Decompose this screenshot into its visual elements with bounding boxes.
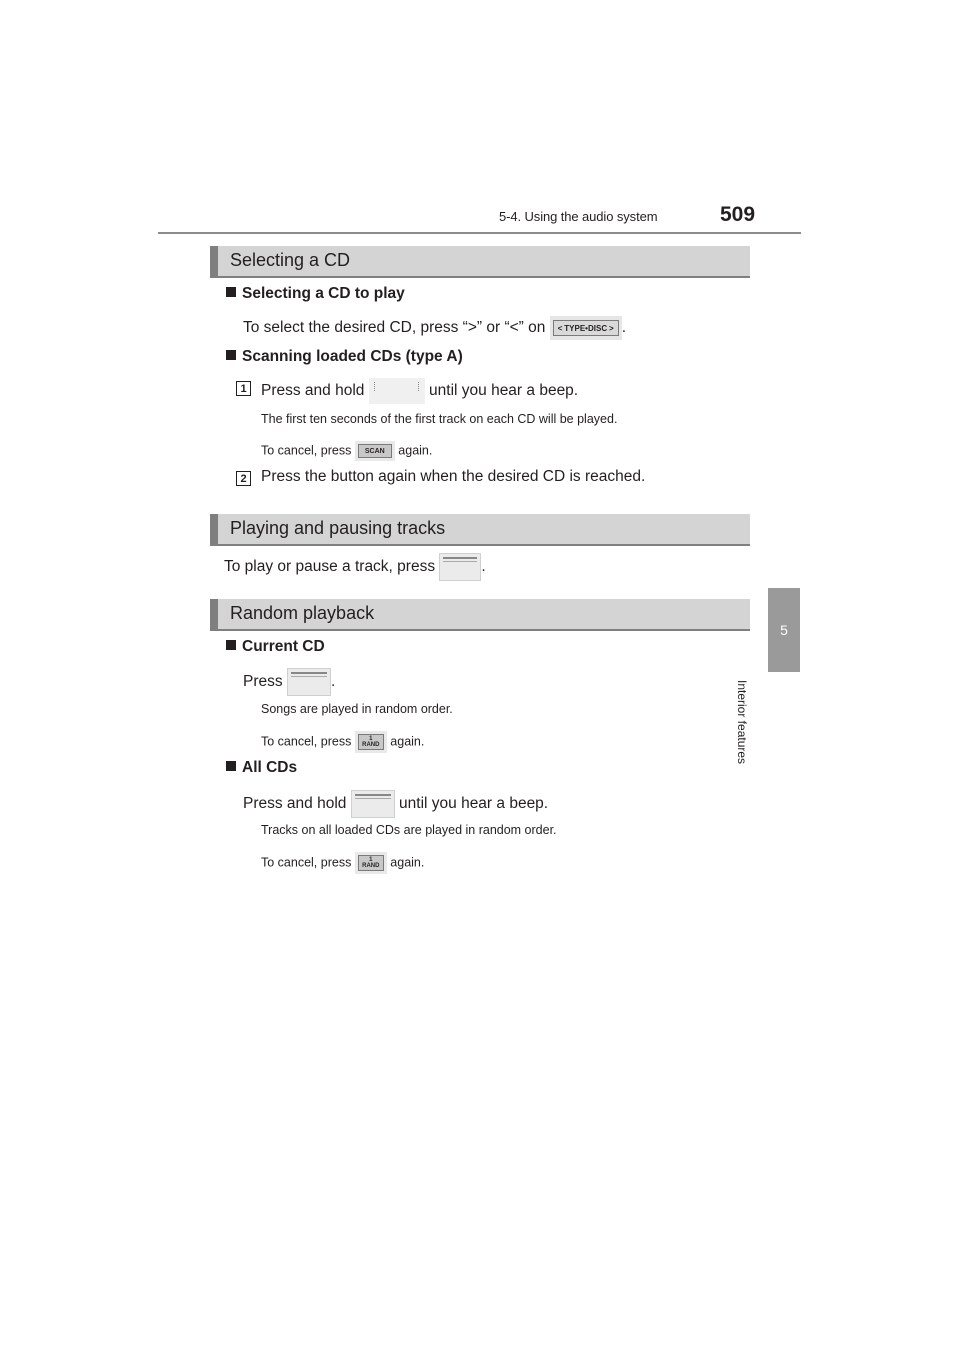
section-header-playing-pausing xyxy=(210,514,750,544)
section-title: Random playback xyxy=(230,603,375,623)
section-title: Playing and pausing tracks xyxy=(230,518,446,538)
chevron-right-icon: > xyxy=(609,323,614,333)
step-number-2: 2 xyxy=(236,471,251,486)
scan-button-image xyxy=(369,378,425,404)
paragraph-end: . xyxy=(330,673,336,691)
scan-button xyxy=(355,441,395,461)
note-cancel-scan xyxy=(261,441,432,461)
paragraph-end: . xyxy=(621,319,626,337)
rand-button xyxy=(355,852,387,874)
section-header-selecting-cd xyxy=(210,246,750,276)
chapter-tab-label xyxy=(734,680,804,790)
step-text-end: until you hear a beep. xyxy=(429,382,579,400)
page-number: 509 xyxy=(720,203,756,226)
paragraph-play-pause xyxy=(224,553,486,581)
note-first-ten-seconds: The first ten seconds of the first track on each CD will be played. xyxy=(261,412,618,426)
chevron-left-icon: < xyxy=(557,323,563,333)
square-bullet-icon xyxy=(226,287,236,297)
paragraph-text: Press xyxy=(243,673,283,691)
play-pause-button-image xyxy=(439,553,481,581)
note-text: To cancel, press xyxy=(261,443,352,458)
square-bullet-icon xyxy=(226,761,236,771)
step-1-text xyxy=(261,378,578,404)
header-rule xyxy=(158,232,801,234)
note-text: To cancel, press xyxy=(261,734,352,749)
step-number-1: 1 xyxy=(236,381,251,396)
random-button-image xyxy=(287,668,331,696)
random-all-button-image xyxy=(351,790,395,818)
chapter-tab xyxy=(768,588,800,672)
bullet-all-cds xyxy=(226,759,297,777)
paragraph-end: until you hear a beep. xyxy=(399,795,549,813)
rand-number: 1 xyxy=(369,857,373,863)
rand-label: RAND xyxy=(362,742,380,748)
chapter-number: 5 xyxy=(780,622,788,638)
square-bullet-icon xyxy=(226,350,236,360)
step-text: Press and hold xyxy=(261,382,365,400)
bullet-label: Scanning loaded CDs (type A) xyxy=(242,348,463,365)
note-text-end: again. xyxy=(390,734,425,749)
section-header-random-playback xyxy=(210,599,750,629)
note-text-end: again. xyxy=(390,855,425,870)
note-text-end: again. xyxy=(398,443,433,458)
bullet-scanning-cds xyxy=(226,348,463,366)
square-bullet-icon xyxy=(226,640,236,650)
paragraph-text: To select the desired CD, press “>” or “<” on xyxy=(243,319,546,337)
rand-number: 1 xyxy=(369,736,373,742)
note-cancel-random-2 xyxy=(261,852,424,874)
bullet-label: All CDs xyxy=(242,759,298,776)
bullet-label: Selecting a CD to play xyxy=(242,285,405,302)
button-label: SCAN xyxy=(358,444,392,458)
paragraph-end: . xyxy=(481,558,486,576)
bullet-current-cd xyxy=(226,638,325,656)
type-disc-button xyxy=(550,316,622,340)
paragraph-text: Press and hold xyxy=(243,795,347,813)
bullet-selecting-cd-to-play xyxy=(226,285,405,303)
chapter-title: Interior features xyxy=(734,680,749,765)
note-text: To cancel, press xyxy=(261,855,352,870)
paragraph-select-cd xyxy=(243,316,626,340)
rand-label: RAND xyxy=(362,863,380,869)
rand-button xyxy=(355,731,387,753)
bullet-label: Current CD xyxy=(242,638,325,655)
note-cancel-random-1 xyxy=(261,731,424,753)
paragraph-press-random xyxy=(243,668,335,696)
paragraph-text: To play or pause a track, press xyxy=(224,558,436,576)
running-header-section: 5-4. Using the audio system xyxy=(499,209,658,224)
note-songs-random: Songs are played in random order. xyxy=(261,702,453,716)
paragraph-press-hold-random xyxy=(243,790,548,818)
section-title: Selecting a CD xyxy=(230,250,351,270)
step-2-text: Press the button again when the desired CD is reached. xyxy=(261,468,646,485)
button-label: TYPE•DISC xyxy=(564,323,608,333)
note-tracks-all-random: Tracks on all loaded CDs are played in random order. xyxy=(261,823,557,837)
